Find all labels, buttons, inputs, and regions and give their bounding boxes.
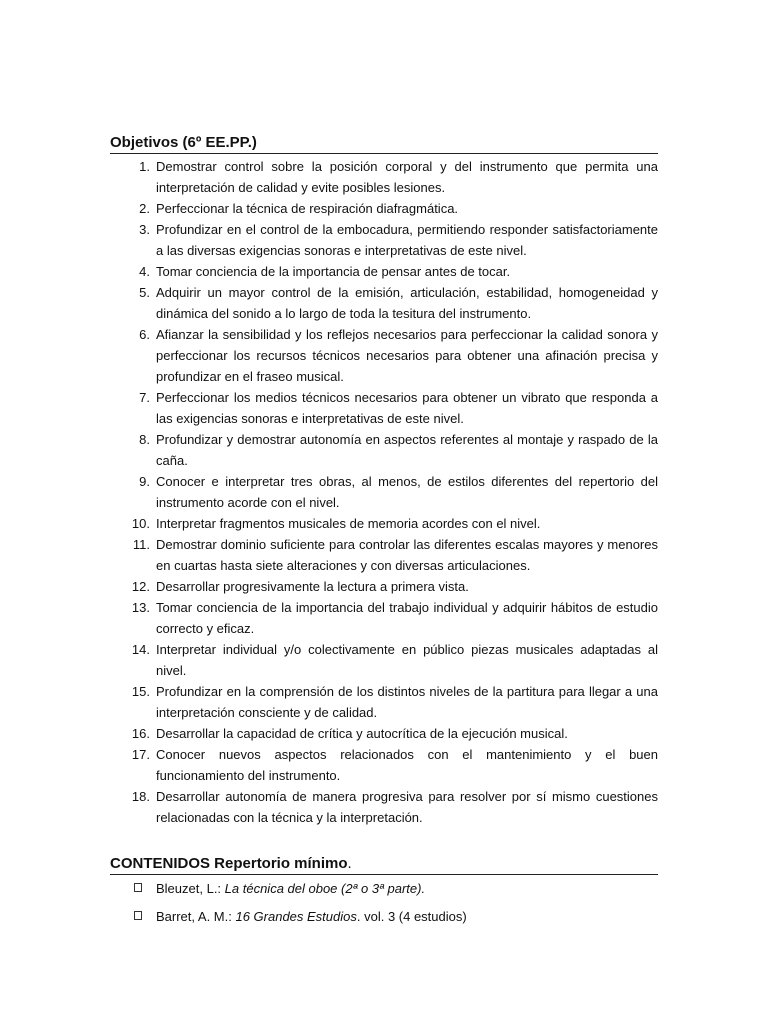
objective-item <box>110 219 658 261</box>
objective-item <box>110 429 658 471</box>
repertoire-work: La técnica del oboe (2ª o 3ª parte). <box>224 881 426 896</box>
objective-item <box>110 282 658 324</box>
contenidos-title: CONTENIDOS Repertorio mínimo <box>110 855 348 872</box>
repertoire-author: Barret, A. M.: <box>156 909 236 924</box>
objective-item <box>110 723 658 744</box>
objective-number: 4. <box>139 264 150 279</box>
objective-item <box>110 471 658 513</box>
objective-text: Desarrollar autonomía de manera progresiva para resolver por sí mismo cuestiones relacionadas con la técnica y la interpretación. <box>156 789 658 825</box>
objective-item <box>110 156 658 198</box>
objective-item <box>110 744 658 786</box>
objective-text: Demostrar dominio suficiente para controlar las diferentes escalas mayores y menores en cuartas hasta siete alteraciones y con diversas articulaciones. <box>156 537 658 573</box>
objective-item <box>110 324 658 387</box>
contenidos-title-period: . <box>347 855 352 872</box>
objective-item <box>110 597 658 639</box>
checkbox-bullet-icon <box>134 911 142 920</box>
objective-text: Adquirir un mayor control de la emisión, articulación, estabilidad, homogeneidad y dinámica del sonido a lo largo de toda la tesitura del instrumento. <box>156 285 658 321</box>
repertoire-list <box>110 880 658 936</box>
objective-number: 18. <box>131 789 150 804</box>
objective-number: 17. <box>131 747 150 762</box>
objective-item <box>110 387 658 429</box>
objectives-heading <box>110 133 658 154</box>
objective-text: Interpretar individual y/o colectivamente en público piezas musicales adaptadas al nivel. <box>156 642 658 678</box>
objective-item <box>110 639 658 681</box>
objective-number: 6. <box>139 327 150 342</box>
objective-text: Demostrar control sobre la posición corporal y del instrumento que permita una interpretación de calidad y evite posibles lesiones. <box>156 159 658 195</box>
objectives-list <box>110 156 658 828</box>
objective-item <box>110 513 658 534</box>
objective-number: 3. <box>139 222 150 237</box>
checkbox-bullet-icon <box>134 883 142 892</box>
objective-number: 5. <box>139 285 150 300</box>
objective-text: Perfeccionar los medios técnicos necesarios para obtener un vibrato que responda a las exigencias sonoras e interpretativas de este nivel. <box>156 390 658 426</box>
objective-number: 10. <box>131 516 150 531</box>
objective-number: 14. <box>131 642 150 657</box>
repertoire-work: 16 Grandes Estudios <box>235 909 357 924</box>
objective-item <box>110 681 658 723</box>
objective-text: Tomar conciencia de la importancia del trabajo individual y adquirir hábitos de estudio correcto y eficaz. <box>156 600 658 636</box>
objective-number: 16. <box>131 726 150 741</box>
contenidos-heading <box>110 854 658 875</box>
repertoire-detail: . vol. 3 (4 estudios) <box>356 909 467 924</box>
objective-text: Interpretar fragmentos musicales de memoria acordes con el nivel. <box>156 516 541 531</box>
objective-text: Profundizar y demostrar autonomía en aspectos referentes al montaje y raspado de la caña. <box>156 432 658 468</box>
objective-item <box>110 534 658 576</box>
objective-number: 1. <box>139 159 150 174</box>
objective-text: Conocer nuevos aspectos relacionados con el mantenimiento y el buen funcionamiento del instrumento. <box>156 747 658 783</box>
repertoire-item <box>110 908 658 925</box>
objective-number: 12. <box>131 579 150 594</box>
objective-number: 2. <box>139 201 150 216</box>
objective-number: 9. <box>139 474 150 489</box>
objective-number: 8. <box>139 432 150 447</box>
objective-text: Conocer e interpretar tres obras, al menos, de estilos diferentes del repertorio del instrumento acorde con el nivel. <box>156 474 658 510</box>
objective-number: 11. <box>132 537 150 552</box>
repertoire-author: Bleuzet, L.: <box>156 881 225 896</box>
objective-text: Tomar conciencia de la importancia de pensar antes de tocar. <box>156 264 511 279</box>
objective-item <box>110 786 658 828</box>
objective-item <box>110 576 658 597</box>
objective-number: 13. <box>131 600 150 615</box>
repertoire-item <box>110 880 658 897</box>
objective-number: 7. <box>139 390 150 405</box>
objective-number: 15. <box>131 684 150 699</box>
objective-item <box>110 198 658 219</box>
objectives-title: Objetivos (6º EE.PP.) <box>110 134 257 151</box>
objective-text: Desarrollar la capacidad de crítica y autocrítica de la ejecución musical. <box>156 726 568 741</box>
objective-text: Profundizar en la comprensión de los distintos niveles de la partitura para llegar a una interpretación consciente y de calidad. <box>156 684 658 720</box>
objective-text: Afianzar la sensibilidad y los reflejos necesarios para perfeccionar la calidad sonora y perfeccionar los recursos técnicos necesarios para obtener una afinación precisa y profundizar en el fraseo musical. <box>156 327 658 384</box>
objective-text: Desarrollar progresivamente la lectura a primera vista. <box>156 579 469 594</box>
objective-item <box>110 261 658 282</box>
objective-text: Perfeccionar la técnica de respiración diafragmática. <box>156 201 459 216</box>
objective-text: Profundizar en el control de la embocadura, permitiendo responder satisfactoriamente a las diversas exigencias sonoras e interpretativas de este nivel. <box>156 222 658 258</box>
